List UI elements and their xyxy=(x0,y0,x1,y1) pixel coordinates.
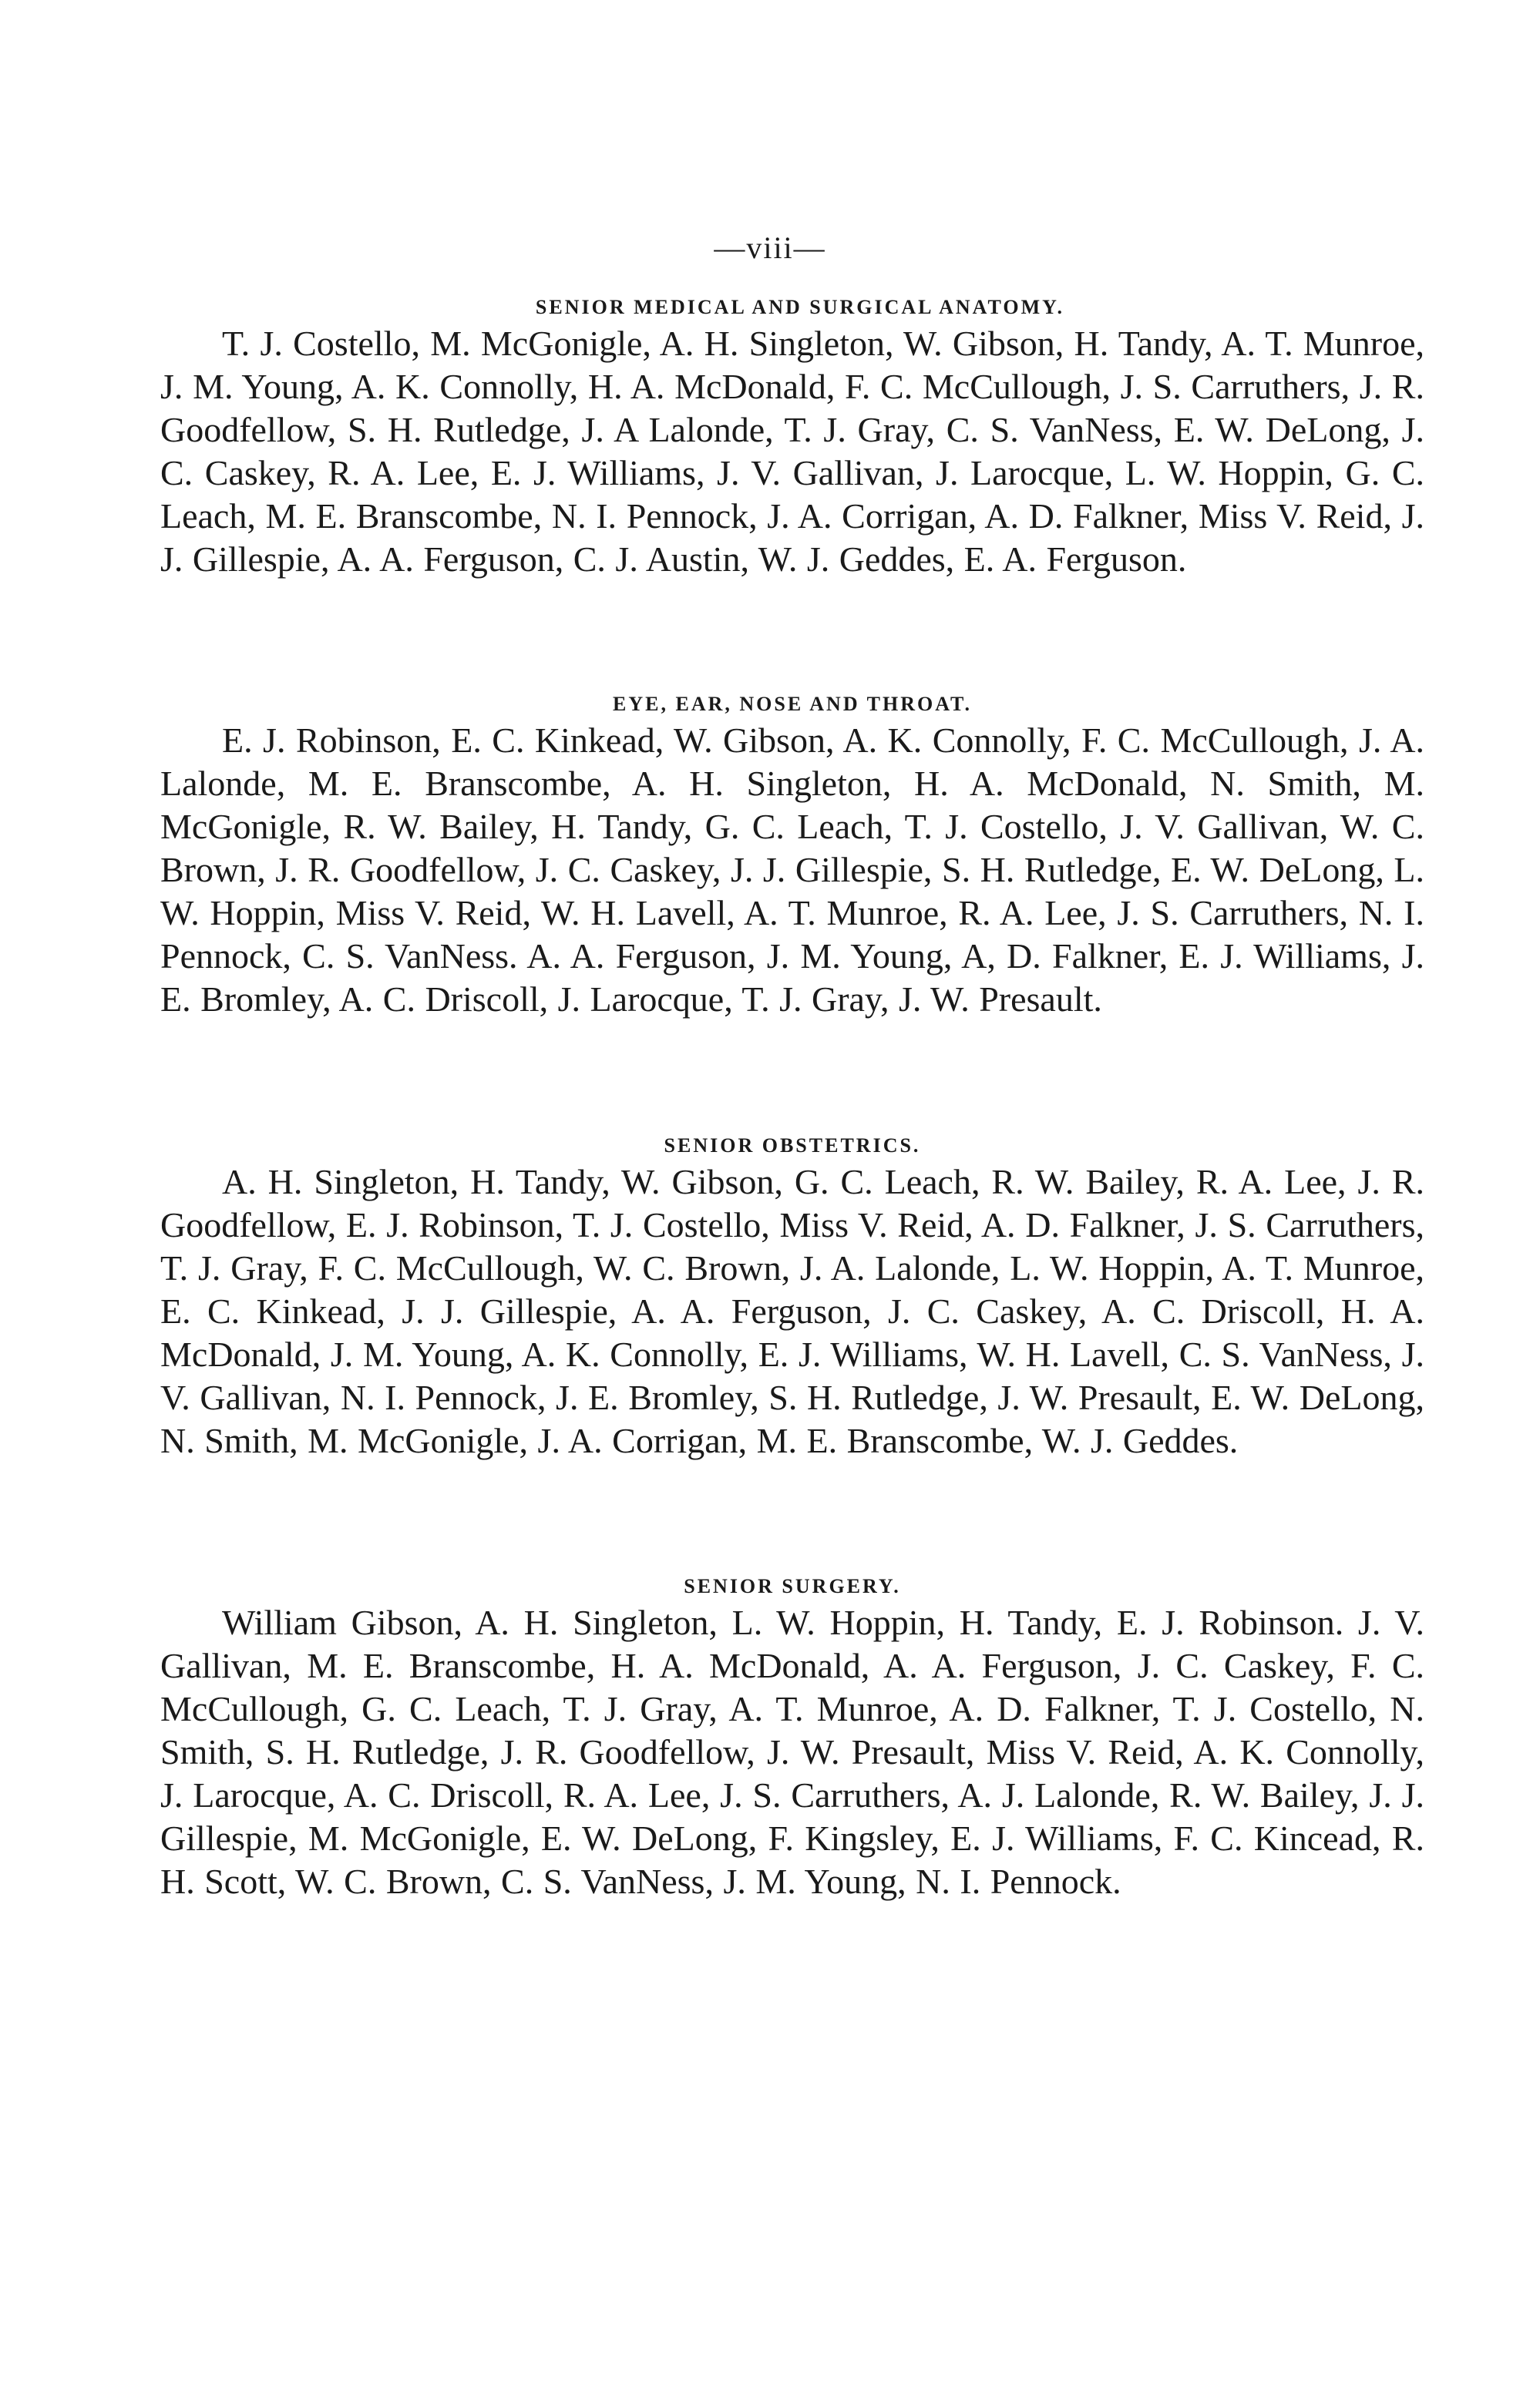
section-heading: EYE, EAR, NOSE AND THROAT. xyxy=(613,693,972,715)
section-names: E. J. Robinson, E. C. Kinkead, W. Gibson, A. K. Connolly, F. C. McCullough, J. A. Lalonde, M. E. Branscombe, A. H. Singleton, H. A. McDonald, N. Smith, M. McGonigle, R. W. Bailey, H. Tandy, G. C. Leach, T. J. Costello, J. V. Gallivan, W. C. Brown, J. R. Goodfellow, J. C. Caskey, J. J. Gillespie, S. H. Rutledge, E. W. DeLong, L. W. Hoppin, Miss V. Reid, W. H. Lavell, A. T. Munroe, R. A. Lee, J. S. Carruthers, N. I. Pennock, C. S. VanNess. A. A. Ferguson, J. M. Young, A, D. Falkner, E. J. Williams, J. E. Bromley, A. C. Driscoll, J. Larocque, T. J. Gray, J. W. Presault. xyxy=(160,720,1424,1019)
section-eye-ear-nose-throat xyxy=(160,690,1424,1021)
section-senior-obstetrics xyxy=(160,1131,1424,1463)
page-number: —viii— xyxy=(714,230,826,265)
section-senior-anatomy xyxy=(160,293,1424,581)
section-senior-surgery xyxy=(160,1572,1424,1903)
section-heading: SENIOR OBSTETRICS. xyxy=(664,1134,921,1157)
section-names: T. J. Costello, M. McGonigle, A. H. Singleton, W. Gibson, H. Tandy, A. T. Munroe, J. M. Young, A. K. Connolly, H. A. McDonald, F. C. McCullough, J. S. Carruthers, J. R. Goodfellow, S. H. Rutledge, J. A Lalonde, T. J. Gray, C. S. VanNess, E. W. DeLong, J. C. Caskey, R. A. Lee, E. J. Williams, J. V. Gallivan, J. Larocque, L. W. Hoppin, G. C. Leach, M. E. Branscombe, N. I. Pennock, J. A. Corrigan, A. D. Falkner, Miss V. Reid, J. J. Gillespie, A. A. Ferguson, C. J. Austin, W. J. Geddes, E. A. Ferguson. xyxy=(160,324,1424,579)
section-heading: SENIOR SURGERY. xyxy=(684,1575,901,1597)
section-names: A. H. Singleton, H. Tandy, W. Gibson, G. C. Leach, R. W. Bailey, R. A. Lee, J. R. Goodfellow, E. J. Robinson, T. J. Costello, Miss V. Reid, A. D. Falkner, J. S. Carruthers, T. J. Gray, F. C. McCullough, W. C. Brown, J. A. Lalonde, L. W. Hoppin, A. T. Munroe, E. C. Kinkead, J. J. Gillespie, A. A. Ferguson, J. C. Caskey, A. C. Driscoll, H. A. McDonald, J. M. Young, A. K. Connolly, E. J. Williams, W. H. Lavell, C. S. VanNess, J. V. Gallivan, N. I. Pennock, J. E. Bromley, S. H. Rutledge, J. W. Presault, E. W. DeLong, N. Smith, M. McGonigle, J. A. Corrigan, M. E. Branscombe, W. J. Geddes. xyxy=(160,1162,1424,1460)
section-heading: SENIOR MEDICAL AND SURGICAL ANATOMY. xyxy=(535,296,1065,318)
section-names: William Gibson, A. H. Singleton, L. W. Hoppin, H. Tandy, E. J. Robinson. J. V. Gallivan, M. E. Branscombe, H. A. McDonald, A. A. Ferguson, J. C. Caskey, F. C. McCullough, G. C. Leach, T. J. Gray, A. T. Munroe, A. D. Falkner, T. J. Costello, N. Smith, S. H. Rutledge, J. R. Goodfellow, J. W. Presault, Miss V. Reid, A. K. Connolly, J. Larocque, A. C. Driscoll, R. A. Lee, J. S. Carruthers, A. J. Lalonde, R. W. Bailey, J. J. Gillespie, M. McGonigle, E. W. DeLong, F. Kingsley, E. J. Williams, F. C. Kincead, R. H. Scott, W. C. Brown, C. S. VanNess, J. M. Young, N. I. Pennock. xyxy=(160,1603,1424,1901)
